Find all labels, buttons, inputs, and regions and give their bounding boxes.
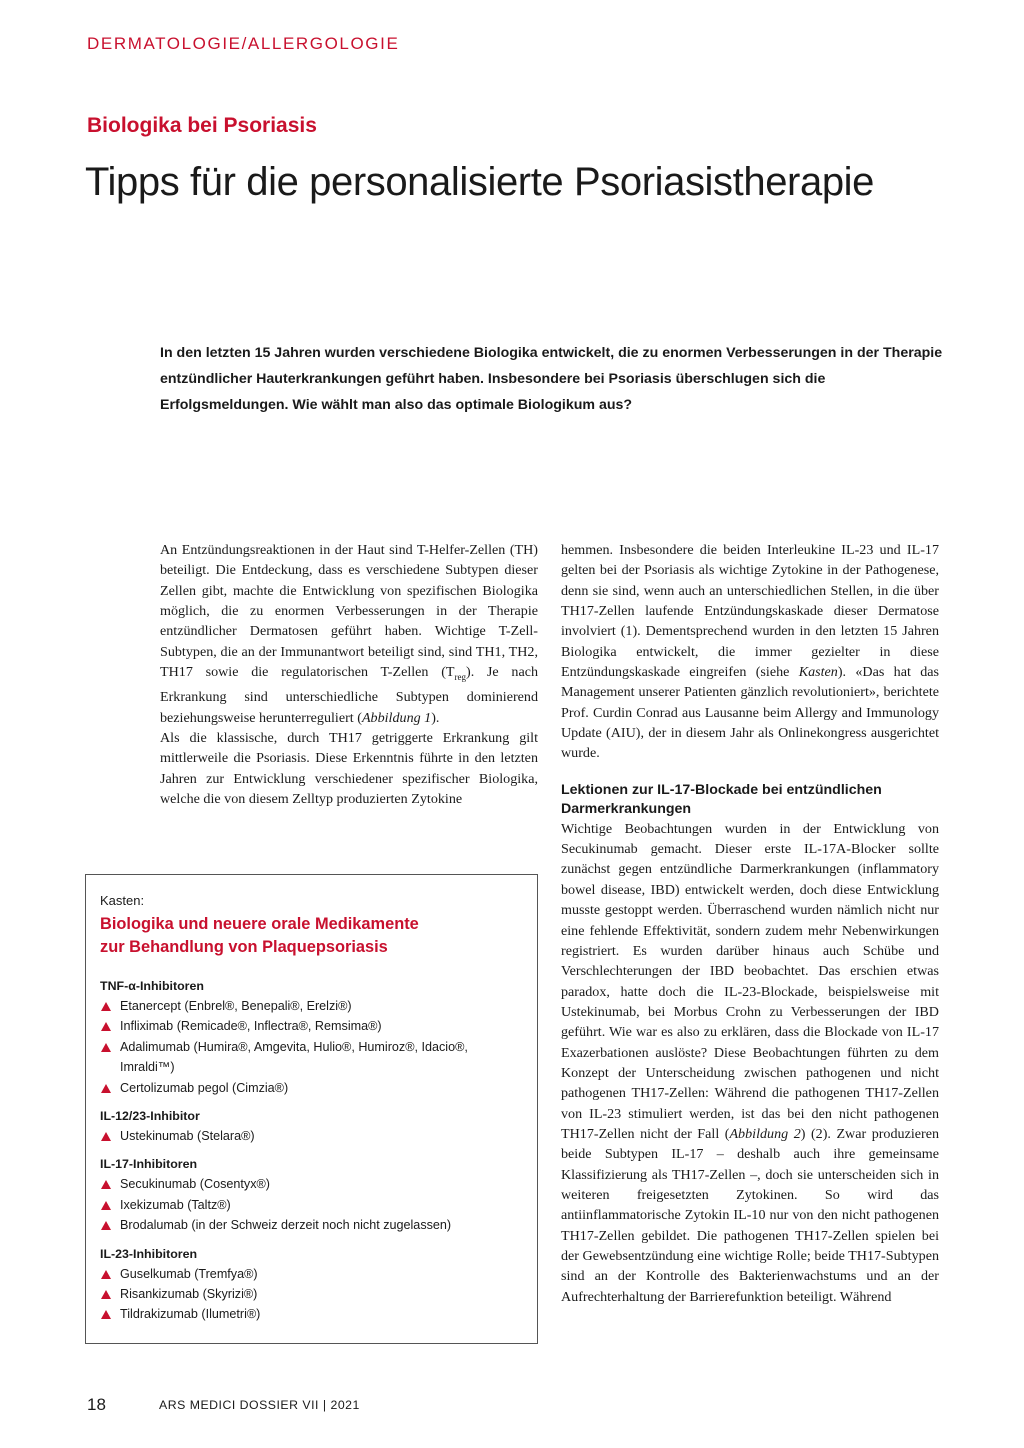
triangle-bullet-icon	[101, 1310, 111, 1319]
triangle-bullet-icon	[101, 1201, 111, 1210]
drug-group-title: TNF-α-Inhibitoren	[100, 979, 204, 993]
box-reference: Kasten	[798, 664, 838, 681]
drug-list-item: Guselkumab (Tremfya®)	[100, 1264, 523, 1284]
triangle-bullet-icon	[101, 1084, 111, 1093]
triangle-bullet-icon	[101, 1180, 111, 1189]
triangle-bullet-icon	[101, 1270, 111, 1279]
drug-list-item: Secukinumab (Cosentyx®)	[100, 1174, 523, 1194]
drug-group-il23	[100, 1247, 523, 1325]
drug-group-title: IL-23-Inhibitoren	[100, 1246, 198, 1261]
drug-list-item: Ustekinumab (Stelara®)	[100, 1126, 523, 1146]
drug-list-item: Ixekizumab (Taltz®)	[100, 1195, 523, 1215]
drug-list-item: Risankizumab (Skyrizi®)	[100, 1284, 523, 1304]
subscript-reg: reg	[454, 671, 466, 682]
drug-list-item: Brodalumab (in der Schweiz derzeit noch nicht zugelassen)	[100, 1215, 523, 1235]
body-paragraph: Als die klassische, durch TH17 getriggerte Erkrankung gilt mittlerweile die Psoriasis. Diese Erkenntnis führte in den letzten Jahren zur Entwicklung verschiedener spezifischer Biologika, welche die von diesem Zelltyp produzierten Zytokine	[160, 729, 538, 807]
triangle-bullet-icon	[101, 1290, 111, 1299]
article-kicker: Biologika bei Psoriasis	[87, 114, 317, 137]
drug-group-il17	[100, 1157, 523, 1235]
drug-group-il12-23	[100, 1109, 523, 1146]
section-header: DERMATOLOGIE/ALLERGOLOGIE	[87, 34, 400, 53]
info-box	[85, 874, 538, 1344]
drug-group-title: IL-12/23-Inhibitor	[100, 1109, 200, 1124]
drug-list-item: Certolizumab pegol (Cimzia®)	[100, 1078, 523, 1098]
triangle-bullet-icon	[101, 1002, 111, 1011]
section-subheading: Lektionen zur IL-17-Blockade bei entzündlichen Darmerkrankungen	[561, 781, 882, 817]
drug-group-title: IL-17-Inhibitoren	[100, 1157, 198, 1172]
box-title: Biologika und neuere orale Medikamente zur Behandlung von Plaquepsoriasis	[100, 915, 419, 956]
drug-group-tnf	[100, 979, 523, 1098]
drug-list-item: Adalimumab (Humira®, Amgevita, Hulio®, Humiroz®, Idacio®, Imraldi™)	[100, 1037, 523, 1078]
text-column-left	[160, 540, 538, 809]
drug-list-item: Infliximab (Remicade®, Inflectra®, Remsima®)	[100, 1016, 523, 1036]
figure-reference: Abbildung 1	[361, 709, 432, 726]
body-paragraph: hemmen. Insbesondere die beiden Interleukine IL-23 und IL-17 gelten bei der Psoriasis als wichtige Zytokine in der Pathogenese, denn sie sind, wenn auch an unterschiedlichen Stellen, in die über TH17-Zellen laufende Entzündungskaskade dieser Dermatose involviert (1). Dementsprechend wurden in den letzten 15 Jahren Biologika entwickelt, die immer gezielter in diese Entzündungskaskade eingreifen (siehe Kasten). «Das hat das Management unserer Patienten gänzlich revolutioniert», berichtete Prof. Curdin Conrad aus Lausanne beim Allergy and Immunology Update (AIU), der in diesem Jahr als Onlinekongress ausgerichtet wurde.	[561, 542, 939, 762]
drug-list-item: Etanercept (Enbrel®, Benepali®, Erelzi®)	[100, 996, 523, 1016]
body-paragraph: Wichtige Beobachtungen wurden in der Entwicklung von Secukinumab gemacht. Dieser erste IL-17A-Blocker sollte zunächst gegen entzündliche Darmerkrankungen (inflammatory bowel disease, IBD) entwickelt werden, doch diese Entwicklung musste gestoppt werden. Überraschend wurden nämlich nicht nur eine fehlende Effektivität, sondern zudem mehr Nebenwirkungen registriert. Es wurden darüber hinaus auch Schübe und Verschlechterungen der IBD beobachtet. Das erschien etwas paradox, hatte doch die IL-23-Blockade, beispielsweise mit Ustekinumab, bei Morbus Crohn zu Verbesserungen der IBD geführt. Wie war es also zu erklären, dass die Blockade von IL-17 Exazerbationen auslöste? Diese Beobachtungen führten zu dem Konzept der Unterscheidung zwischen pathogenen und nicht pathogenen TH17-Zellen: Während die pathogenen TH17-Zellen von IL-23 stimuliert werden, ist das bei den nicht pathogenen TH17-Zellen nicht der Fall (Abbildung 2) (2). Zwar produzieren beide Subtypen IL-17 – deshalb auch ihre gemeinsame Klassifizierung als TH17-Zellen –, doch sie unterscheiden sich in weiteren freigesetzten Zytokinen. So wird das antiinflammatorische Zytokin IL-10 nur von den nicht pathogenen TH17-Zellen gebildet. Die pathogenen TH17-Zellen spielen bei der Gewebsentzündung eine wichtige Rolle; beide TH17-Subtypen sind an der Kontrolle des Bakterienwachstums und an der Aufrechterhaltung der Barrierefunktion beteiligt. Während	[561, 820, 939, 1305]
triangle-bullet-icon	[101, 1022, 111, 1031]
article-title: Tipps für die personalisierte Psoriasistherapie	[85, 160, 874, 204]
triangle-bullet-icon	[101, 1043, 111, 1052]
triangle-bullet-icon	[101, 1132, 111, 1141]
page-number: 18	[87, 1395, 106, 1414]
article-lead: In den letzten 15 Jahren wurden verschiedene Biologika entwickelt, die zu enormen Verbesserungen in der Therapie entzündlicher Hauterkrankungen geführt haben. Insbesondere bei Psoriasis überschlugen sich die Erfolgsmeldungen. Wie wählt man also das optimale Biologikum aus?	[160, 345, 943, 413]
box-label: Kasten:	[100, 893, 145, 908]
body-paragraph: An Entzündungsreaktionen in der Haut sind T-Helfer-Zellen (TH) beteiligt. Die Entdeckung, dass es verschiedene Subtypen dieser Zellen gibt, machte die Entwicklung von spezifischen Biologika möglich, die zu enormen Verbesserungen in der Therapie entzündlicher Dermatosen geführt haben. Wichtige T-Zell-Subtypen, die an der Immunantwort beteiligt sind, sind TH1, TH2, TH17 sowie die regulatorischen T-Zellen $(T_{reg})$. Je nach Erkrankung sind unterschiedliche Subtypen dominierend beziehungsweise herunterreguliert (Abbildung 1).	[160, 542, 538, 726]
triangle-bullet-icon	[101, 1221, 111, 1230]
drug-list-item: Tildrakizumab (Ilumetri®)	[100, 1304, 523, 1324]
figure-reference: Abbildung 2	[729, 1125, 801, 1142]
journal-footer: ARS MEDICI DOSSIER VII | 2021	[159, 1398, 360, 1412]
text-column-right	[561, 540, 939, 1307]
